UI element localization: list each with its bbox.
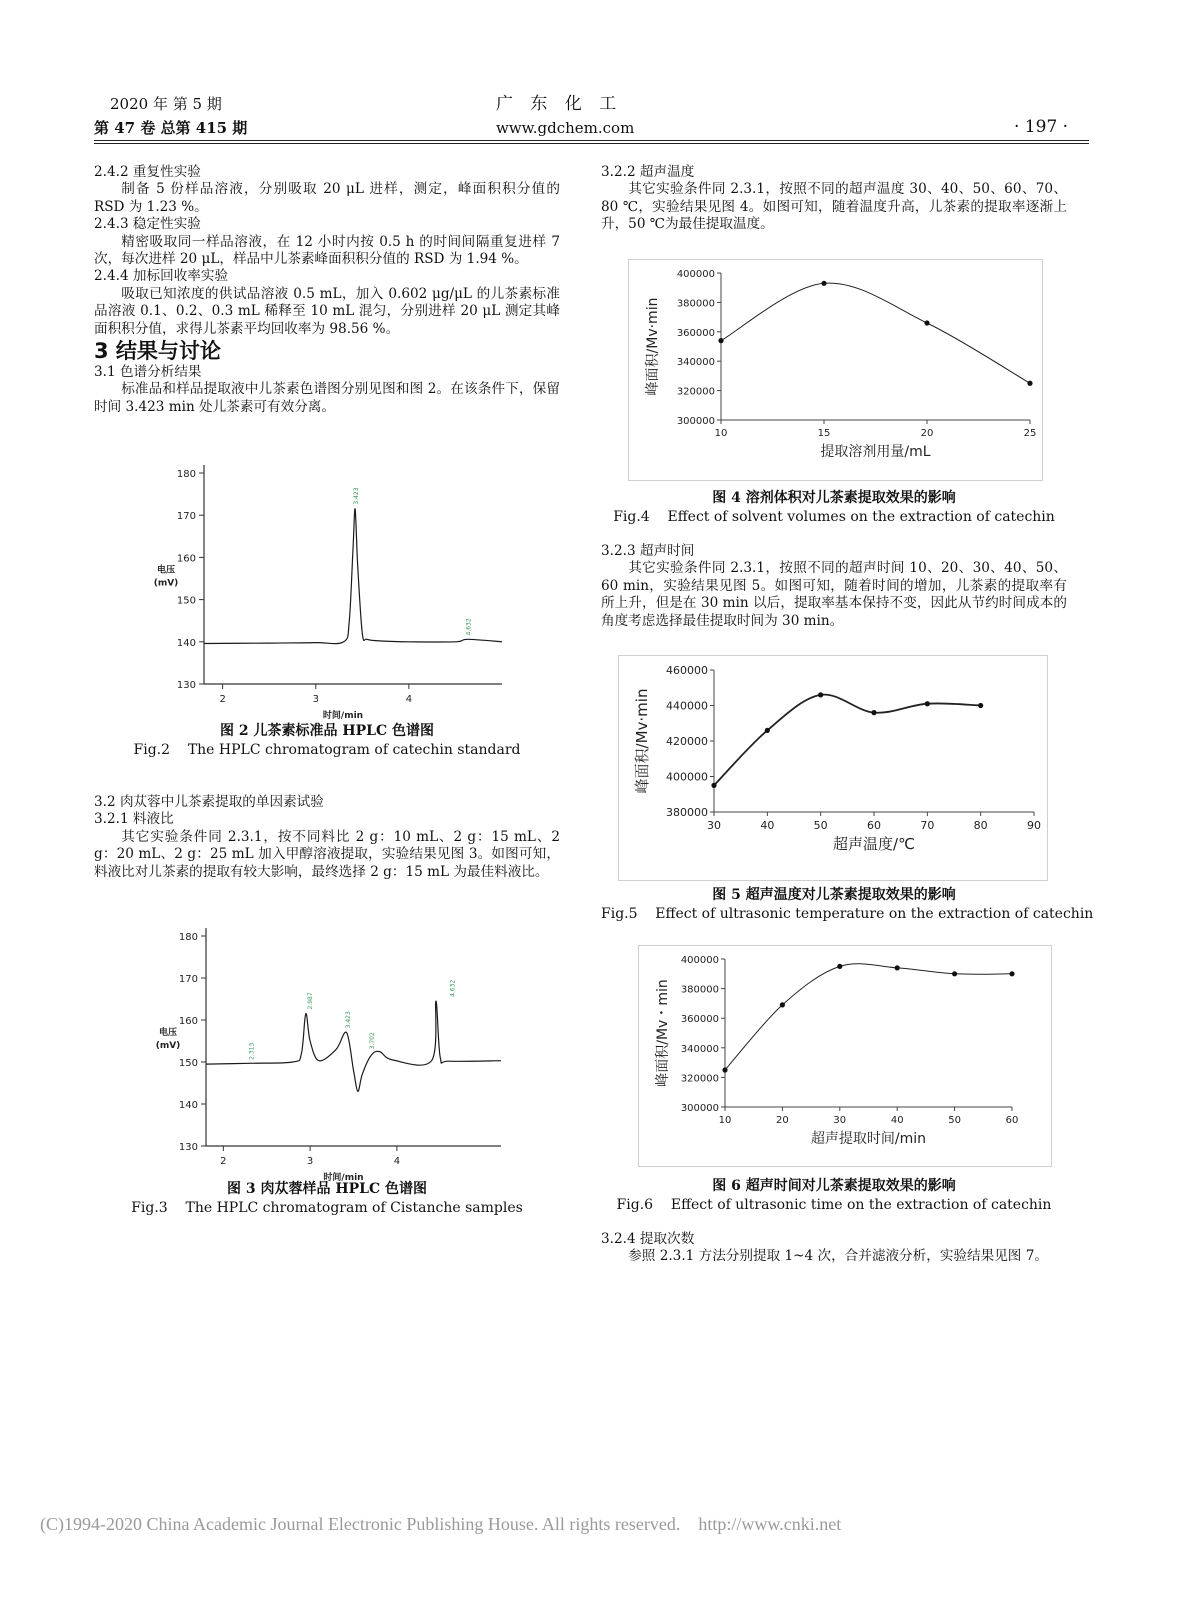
x-tick-label: 3 [306,1156,314,1167]
y-tick-label: 360000 [676,327,715,339]
y-tick-label: 180 [176,469,196,480]
x-axis-label: 超声温度/℃ [833,835,915,853]
chromatogram-trace [204,509,502,644]
section-3-2-3-text: 其它实验条件同 2.3.1，按照不同的超声时间 10、20、30、40、50、60 min，实验结果见图 5。如图可知，随着时间的增加，儿茶素的提取率有所上升，但是在 30 min 以后，提取率基本保持不变，因此从节约时间成本的角度考虑选择最佳提取时间为 30 min。 [601,560,1067,629]
y-tick-label: 340000 [680,1043,719,1055]
y-axis-label: (mV) [153,578,179,589]
figure-5-frame [618,655,1048,881]
y-tick-label: 140 [176,637,196,649]
section-3-1-text: 标准品和样品提取液中儿茶素色谱图分别见图和图 2。在该条件下，保留时间 3.423 min 处儿茶素可有效分离。 [94,381,560,415]
x-tick-label: 60 [867,819,881,832]
section-3-2-1-text: 其它实验条件同 2.3.1，按不同料比 2 g：10 mL、2 g：15 mL、2 g：20 mL、2 g：25 mL 加入甲醇溶液提取，实验结果见图 3。如图可知，料液比对儿茶素的提取有较大影响，最终选择 2 g：15 mL 为最佳料液比。 [94,828,560,880]
figure-4-caption-en: Fig.4 Effect of solvent volumes on the extraction of catechin [613,509,1055,525]
y-tick-label: 300000 [676,416,715,427]
y-tick-label: 380000 [676,298,715,310]
y-tick-label: 400000 [680,955,719,966]
copyright-footer: (C)1994-2020 China Academic Journal Electronic Publishing House. All rights reserved. http://www.cnki.net [40,1514,842,1534]
figure-3-caption-en: Fig.3 The HPLC chromatogram of Cistanche samples [131,1200,523,1216]
figure-4-frame [628,259,1043,481]
figure-3-svg [134,920,520,1188]
x-tick-label: 10 [714,428,728,439]
series-line [721,283,1030,383]
y-tick-label: 170 [178,974,198,985]
left-column-middle [94,794,560,881]
header-rule-thin [94,143,1089,144]
section-2-4-4-text: 吸取已知浓度的供试品溶液 0.5 mL，加入 0.602 μg/μL 的儿茶素标准品溶液 0.1、0.2、0.3 mL 稀释至 10 mL 混匀，分别进样 20 μL 测定其峰面积积分值，求得儿茶素平均回收率为 98.56 %。 [94,285,560,337]
data-point [1009,971,1014,976]
series-line [714,695,981,786]
x-tick-label: 30 [833,1115,847,1126]
y-tick-label: 380000 [680,984,719,996]
y-tick-label: 160 [176,553,196,565]
x-tick-label: 60 [1005,1115,1019,1126]
peak-label: 4.632 [449,979,457,997]
y-tick-label: 130 [178,1142,198,1153]
y-tick-label: 400000 [666,770,708,784]
figure-2-caption-zh: 图 2 儿茶素标准品 HPLC 色谱图 [220,723,434,739]
right-column-bottom [601,1231,1067,1266]
data-point [895,965,900,970]
y-tick-label: 380000 [666,806,708,819]
y-tick-label: 300000 [680,1103,719,1114]
header-journal: 广 东 化 工 [496,94,623,114]
data-point [722,1067,727,1072]
header-rule [94,140,1089,141]
x-axis-label: 提取溶剂用量/mL [820,444,931,460]
x-tick-label: 15 [817,428,831,439]
x-tick-label: 3 [312,694,319,705]
x-tick-label: 4 [405,694,413,705]
x-tick-label: 2 [220,1156,227,1167]
peak-label: 3.423 [344,1011,352,1029]
x-tick-label: 50 [948,1115,961,1126]
figure-5-caption [601,886,1094,924]
section-2-4-3-title: 2.4.3 稳定性实验 [94,216,201,233]
data-point [780,1002,785,1007]
y-tick-label: 320000 [676,386,715,398]
y-tick-label: 360000 [680,1014,719,1026]
x-tick-label: 20 [776,1115,789,1126]
y-tick-label: 150 [176,595,196,607]
figure-6-svg [639,946,1051,1166]
x-tick-label: 80 [973,819,988,832]
y-tick-label: 440000 [666,699,708,713]
x-tick-label: 20 [920,428,934,439]
x-tick-label: 40 [760,819,775,832]
figure-3-chromatogram [134,920,520,1188]
x-tick-label: 70 [920,819,935,832]
y-tick-label: 130 [176,680,196,691]
y-axis-label: 电压 [156,565,176,576]
x-tick-label: 50 [813,819,828,832]
data-point [924,320,929,325]
x-tick-label: 30 [707,819,721,832]
figure-4-svg [629,260,1042,480]
header-website: www.gdchem.com [496,119,635,137]
figure-5-caption-en: Fig.5 Effect of ultrasonic temperature on the extraction of catechin [601,906,1094,922]
peak-label: 2.987 [306,992,314,1010]
y-tick-label: 150 [178,1058,198,1069]
y-tick-label: 460000 [666,664,708,677]
x-tick-label: 4 [393,1156,401,1167]
x-tick-label: 25 [1023,428,1037,439]
section-3-2-2-title: 3.2.2 超声温度 [601,164,695,180]
x-axis-label: 时间/min [322,711,364,721]
figure-6-frame [638,945,1052,1167]
data-point [818,692,823,697]
header-issue: 2020 年 第 5 期 [110,95,222,113]
data-point [765,728,770,733]
section-3-2-1-title: 3.2.1 料液比 [94,811,174,828]
y-axis-label: 峰面积/Mv・min [655,979,671,1087]
figure-3-caption-zh: 图 3 肉苁蓉样品 HPLC 色谱图 [227,1181,427,1197]
data-point [871,710,876,715]
series-line [725,964,1012,1070]
figure-6-caption [601,1177,1067,1215]
y-axis-label: 峰面积/Mv·min [645,297,661,396]
y-tick-label: 340000 [676,357,715,369]
header-page-number: · 197 · [1014,117,1069,137]
right-column-middle [601,543,1067,630]
data-point [837,964,842,969]
peak-label: 3.702 [369,1032,377,1050]
y-tick-label: 160 [178,1016,198,1027]
y-tick-label: 170 [176,511,196,523]
y-axis-label: 峰面积/Mv·min [633,688,651,794]
data-point [978,703,983,708]
section-3-2-3-title: 3.2.3 超声时间 [601,543,695,559]
x-tick-label: 90 [1027,819,1041,832]
data-point [711,783,716,788]
figure-4-caption [601,489,1067,527]
data-point [925,701,930,706]
data-point [1027,381,1032,386]
x-axis-label: 超声提取时间/min [810,1131,927,1147]
section-2-4-2-text: 制备 5 份样品溶液，分别吸取 20 μL 进样，测定，峰面积积分值的 RSD 为 1.23 %。 [94,181,560,215]
figure-2-caption [94,722,560,760]
figure-6-caption-zh: 图 6 超声时间对儿茶素提取效果的影响 [712,1178,956,1194]
y-tick-label: 320000 [680,1073,719,1085]
y-tick-label: 420000 [666,735,708,748]
peak-label: 3.423 [353,487,361,505]
section-3-2-4-title: 3.2.4 提取次数 [601,1231,695,1247]
peak-label: 2.313 [248,1042,256,1060]
figure-2-caption-en: Fig.2 The HPLC chromatogram of catechin standard [133,742,521,758]
y-tick-label: 140 [178,1100,198,1111]
peak-label: 4.632 [465,618,473,636]
section-3-2-4-text: 参照 2.3.1 方法分别提取 1~4 次，合并滤液分析，实验结果见图 7。 [628,1248,1048,1265]
right-column-top [601,164,1067,234]
figure-2-svg [144,455,514,725]
header-volume: 第 47 卷 总第 415 期 [94,119,248,137]
left-column-top [94,164,560,416]
section-3-title: 3 结果与讨论 [94,339,221,364]
data-point [821,281,826,286]
x-tick-label: 10 [718,1115,732,1126]
section-3-1-title: 3.1 色谱分析结果 [94,364,202,381]
x-tick-label: 40 [890,1115,904,1126]
section-2-4-2-title: 2.4.2 重复性实验 [94,164,201,180]
y-tick-label: 400000 [676,269,715,280]
figure-6-caption-en: Fig.6 Effect of ultrasonic time on the extraction of catechin [616,1197,1052,1213]
y-axis-label: (mV) [155,1041,181,1051]
y-tick-label: 180 [178,932,198,943]
figure-3-caption [94,1180,560,1218]
x-axis-label: 时间/min [323,1173,364,1183]
figure-5-svg [619,656,1047,880]
figure-5-caption-zh: 图 5 超声温度对儿茶素提取效果的影响 [712,887,956,903]
y-axis-label: 电压 [158,1028,178,1038]
section-2-4-3-text: 精密吸取同一样品溶液，在 12 小时内按 0.5 h 的时间间隔重复进样 7 次，每次进样 20 μL，样品中儿茶素峰面积积分值的 RSD 为 1.94 %。 [94,233,560,268]
figure-4-caption-zh: 图 4 溶剂体积对儿茶素提取效果的影响 [712,490,956,506]
figure-2-chromatogram [144,455,514,725]
data-point [952,971,957,976]
section-3-2-2-text: 其它实验条件同 2.3.1，按照不同的超声温度 30、40、50、60、70、80 ℃，实验结果见图 4。如图可知，随着温度升高，儿茶素的提取率逐渐上升，50 ℃为最佳提取温度。 [601,181,1067,233]
x-tick-label: 2 [219,694,226,705]
section-3-2-title: 3.2 肉苁蓉中儿茶素提取的单因素试验 [94,794,324,810]
section-2-4-4-title: 2.4.4 加标回收率实验 [94,268,229,285]
data-point [718,338,723,343]
